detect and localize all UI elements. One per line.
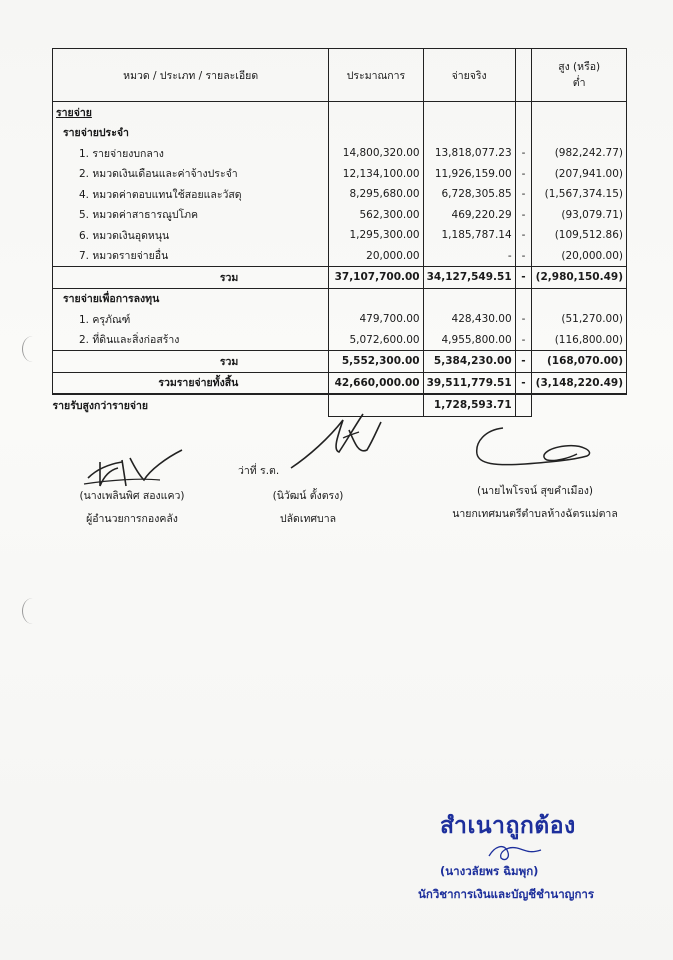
grand-total-row xyxy=(53,372,627,394)
row-estimate: 562,300.00 xyxy=(329,205,423,226)
table-row xyxy=(53,205,627,226)
group-row xyxy=(53,123,627,144)
row-estimate: 8,295,680.00 xyxy=(329,184,423,205)
row-sign: - xyxy=(515,246,532,267)
subtotal-actual: 5,384,230.00 xyxy=(423,351,515,373)
treasury-title: ผู้อำนวยการกองคลัง xyxy=(86,513,178,525)
row-difference: (51,270.00) xyxy=(532,309,627,330)
mayor-signature-scribble xyxy=(455,420,605,475)
expenditure-table xyxy=(52,48,627,417)
grand-total-actual: 39,511,779.51 xyxy=(423,372,515,394)
table-row xyxy=(53,330,627,351)
header-difference-line1: สูง (หรือ) xyxy=(558,61,601,73)
section-title: รายจ่าย xyxy=(56,106,92,119)
row-label: 6. หมวดเงินอุดหนุน xyxy=(53,225,329,246)
row-difference: (20,000.00) xyxy=(532,246,627,267)
clerk-signature-scribble xyxy=(285,410,385,480)
grand-total-sign: - xyxy=(515,372,532,394)
certifier-title: นักวิชาการเงินและบัญชีชำนาญการ xyxy=(418,887,595,901)
row-sign: - xyxy=(515,143,532,164)
group-row xyxy=(53,288,627,309)
mayor-name: (นายไพโรจน์ สุขคำเมือง) xyxy=(476,485,594,497)
group-title-investment: รายจ่ายเพื่อการลงทุน xyxy=(53,288,329,309)
header-sign xyxy=(515,49,532,102)
row-label: 2. หมวดเงินเดือนและค่าจ้างประจำ xyxy=(53,164,329,185)
row-actual: 6,728,305.85 xyxy=(423,184,515,205)
header-difference xyxy=(532,49,627,102)
subtotal-estimate: 37,107,700.00 xyxy=(329,267,423,289)
grand-total-estimate: 42,660,000.00 xyxy=(329,372,423,394)
row-sign: - xyxy=(515,184,532,205)
row-actual: 1,185,787.14 xyxy=(423,225,515,246)
punch-hole-mark xyxy=(22,598,43,624)
row-estimate: 20,000.00 xyxy=(329,246,423,267)
surplus-actual: 1,728,593.71 xyxy=(423,394,515,416)
row-sign: - xyxy=(515,309,532,330)
certifier-name: (นางวลัยพร ฉิมพุก) xyxy=(440,864,539,878)
certified-copy-stamp: สำเนาถูกต้อง xyxy=(440,813,576,839)
subtotal-label: รวม xyxy=(53,267,329,289)
row-label: 1. ครุภัณฑ์ xyxy=(53,309,329,330)
table-row xyxy=(53,225,627,246)
table-header-row xyxy=(53,49,627,102)
row-estimate: 1,295,300.00 xyxy=(329,225,423,246)
subtotal-row-recurring xyxy=(53,267,627,289)
row-estimate: 479,700.00 xyxy=(329,309,423,330)
subtotal-estimate: 5,552,300.00 xyxy=(329,351,423,373)
row-label: 4. หมวดค่าตอบแทนใช้สอยและวัสดุ xyxy=(53,184,329,205)
row-sign: - xyxy=(515,164,532,185)
row-difference: (93,079.71) xyxy=(532,205,627,226)
section-row xyxy=(53,102,627,123)
row-estimate: 12,134,100.00 xyxy=(329,164,423,185)
header-estimate: ประมาณการ xyxy=(329,49,423,102)
subtotal-sign: - xyxy=(515,267,532,289)
row-label: 5. หมวดค่าสาธารณูปโภค xyxy=(53,205,329,226)
row-difference: (207,941.00) xyxy=(532,164,627,185)
row-difference: (1,567,374.15) xyxy=(532,184,627,205)
mayor-title: นายกเทศมนตรีตำบลห้างฉัตรแม่ตาล xyxy=(452,508,618,520)
grand-total-difference: (3,148,220.49) xyxy=(532,372,627,394)
punch-hole-mark xyxy=(22,336,43,362)
row-label: 2. ที่ดินและสิ่งก่อสร้าง xyxy=(53,330,329,351)
subtotal-sign: - xyxy=(515,351,532,373)
grand-total-label: รวมรายจ่ายทั้งสิ้น xyxy=(53,372,329,394)
surplus-label: รายรับสูงกว่ารายจ่าย xyxy=(53,394,329,416)
header-actual: จ่ายจริง xyxy=(423,49,515,102)
row-actual: 11,926,159.00 xyxy=(423,164,515,185)
subtotal-difference: (168,070.00) xyxy=(532,351,627,373)
row-label: 1. รายจ่ายงบกลาง xyxy=(53,143,329,164)
table-row xyxy=(53,143,627,164)
row-sign: - xyxy=(515,225,532,246)
row-estimate: 5,072,600.00 xyxy=(329,330,423,351)
row-estimate: 14,800,320.00 xyxy=(329,143,423,164)
row-actual: 428,430.00 xyxy=(423,309,515,330)
clerk-title: ปลัดเทศบาล xyxy=(279,513,337,525)
group-title-recurring: รายจ่ายประจำ xyxy=(53,123,329,144)
row-difference: (116,800.00) xyxy=(532,330,627,351)
row-actual: - xyxy=(423,246,515,267)
subtotal-difference: (2,980,150.49) xyxy=(532,267,627,289)
row-actual: 469,220.29 xyxy=(423,205,515,226)
clerk-name: (นิวัฒน์ ตั้งตรง) xyxy=(272,490,344,502)
subtotal-row-investment xyxy=(53,351,627,373)
clerk-prefix: ว่าที่ ร.ต. xyxy=(238,465,280,477)
treasury-name: (นางเพลินพิศ สองแคว) xyxy=(79,490,185,502)
row-sign: - xyxy=(515,205,532,226)
row-difference: (982,242.77) xyxy=(532,143,627,164)
row-sign: - xyxy=(515,330,532,351)
table-row xyxy=(53,184,627,205)
row-label: 7. หมวดรายจ่ายอื่น xyxy=(53,246,329,267)
table-row xyxy=(53,164,627,185)
row-actual: 4,955,800.00 xyxy=(423,330,515,351)
subtotal-label: รวม xyxy=(53,351,329,373)
certifier-signature-scribble xyxy=(485,838,545,866)
row-difference: (109,512.86) xyxy=(532,225,627,246)
header-difference-line2: ต่ำ xyxy=(572,77,586,89)
row-actual: 13,818,077.23 xyxy=(423,143,515,164)
subtotal-actual: 34,127,549.51 xyxy=(423,267,515,289)
header-description: หมวด / ประเภท / รายละเอียด xyxy=(53,49,329,102)
table-row xyxy=(53,246,627,267)
table-row xyxy=(53,309,627,330)
